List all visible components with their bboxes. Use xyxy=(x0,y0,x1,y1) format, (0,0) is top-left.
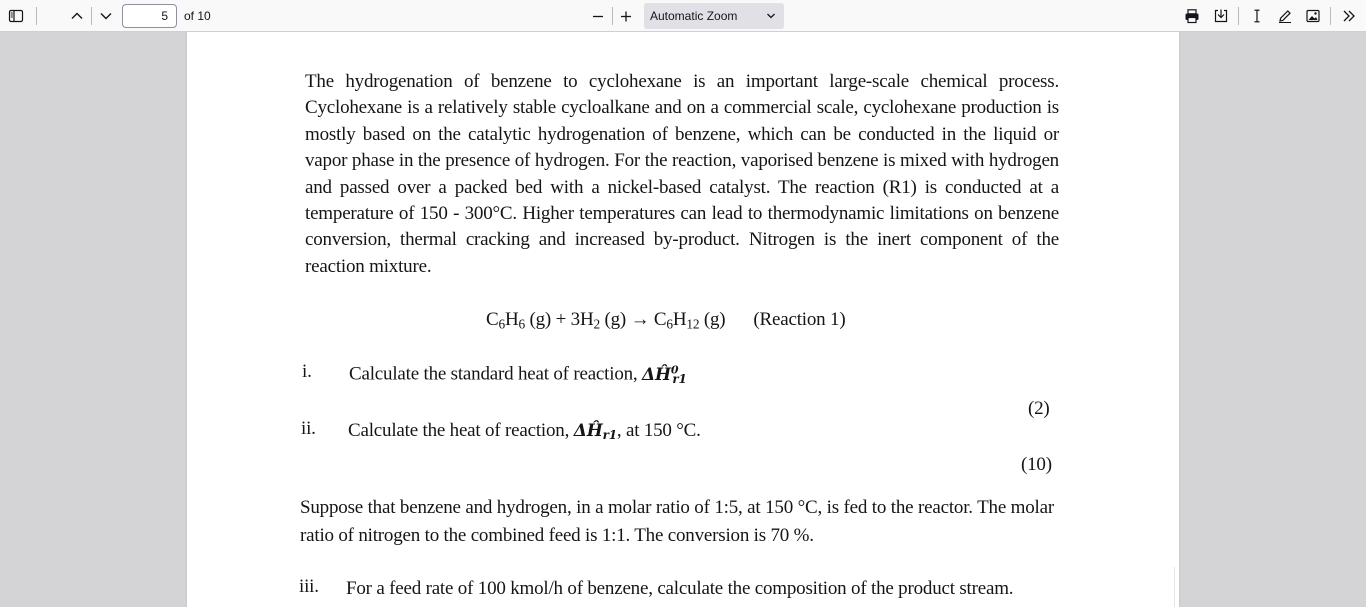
question-number: ii. xyxy=(301,418,316,439)
scrollbar[interactable] xyxy=(1174,567,1175,607)
plus-icon[interactable] xyxy=(614,4,638,28)
image-icon[interactable] xyxy=(1301,4,1325,28)
question-text: For a feed rate of 100 kmol/h of benzene, calculate the composition of the product stream. xyxy=(346,578,1014,599)
sidebar-toggle-icon[interactable] xyxy=(4,4,28,28)
zoom-value: Automatic Zoom xyxy=(650,9,738,23)
draw-icon[interactable] xyxy=(1273,4,1297,28)
toolbar-separator xyxy=(1238,7,1239,25)
intro-paragraph: The hydrogenation of benzene to cyclohexane is an important large-scale chemical process. Cyclohexane is a relatively stable cycloalkane and on a commercial scale, cyclohexane production is mostly based on the catalytic hydrogenation of benzene, which can be conducted in the liquid or vapor phase in the presence of hydrogen. For the reaction, vaporised benzene is mixed with hydrogen and passed over a packed bed with a nickel-based catalyst. The reaction (R1) is conducted at a temperature of 150 - 300°C. Higher temperatures can lead to thermodynamic limitations on benzene conversion, thermal cracking and increased by-product. Nitrogen is the inert component of the reaction mixture. xyxy=(305,71,1059,277)
toolbar-separator xyxy=(91,7,92,25)
more-tools-icon[interactable] xyxy=(1337,4,1361,28)
save-icon[interactable] xyxy=(1209,4,1233,28)
minus-icon[interactable] xyxy=(586,4,610,28)
pdf-page xyxy=(187,32,1179,607)
pdf-toolbar xyxy=(0,0,1366,32)
reaction-label: (Reaction 1) xyxy=(753,309,846,330)
toolbar-separator xyxy=(612,7,613,25)
question-marks: (2) xyxy=(1028,398,1050,419)
pdf-viewer[interactable] xyxy=(0,32,1366,607)
toolbar-separator xyxy=(36,7,37,25)
chevron-down-icon xyxy=(766,11,776,21)
print-icon[interactable] xyxy=(1180,4,1204,28)
chevron-up-icon[interactable] xyxy=(65,4,89,28)
question-number: iii. xyxy=(299,576,319,597)
feed-paragraph: Suppose that benzene and hydrogen, in a molar ratio of 1:5, at 150 °C, is fed to the reactor. The molar ratio of nitrogen to the combined feed is 1:1. The conversion is 70 %. xyxy=(300,497,1054,546)
text-cursor-icon[interactable] xyxy=(1245,4,1269,28)
question-number: i. xyxy=(302,361,312,382)
chevron-down-icon[interactable] xyxy=(94,4,118,28)
toolbar-separator xyxy=(1330,7,1331,25)
zoom-select[interactable] xyxy=(644,3,784,29)
question-marks: (10) xyxy=(1021,454,1052,475)
question-text: Calculate the heat of reaction, $\Delta Ĥ_{r1}$, at 150 °C. xyxy=(348,420,701,442)
question-text: Calculate the standard heat of reaction, $\Delta Ĥ^0_{r1}$ xyxy=(349,363,687,386)
page-count-label: of 10 xyxy=(184,9,211,23)
page-number-input[interactable] xyxy=(122,4,177,28)
reaction-equation: $C_6H_6$ $(g) + 3H_2$ $(g) \to C_6H_{12}$ (g) (Reaction 1) xyxy=(486,309,846,332)
